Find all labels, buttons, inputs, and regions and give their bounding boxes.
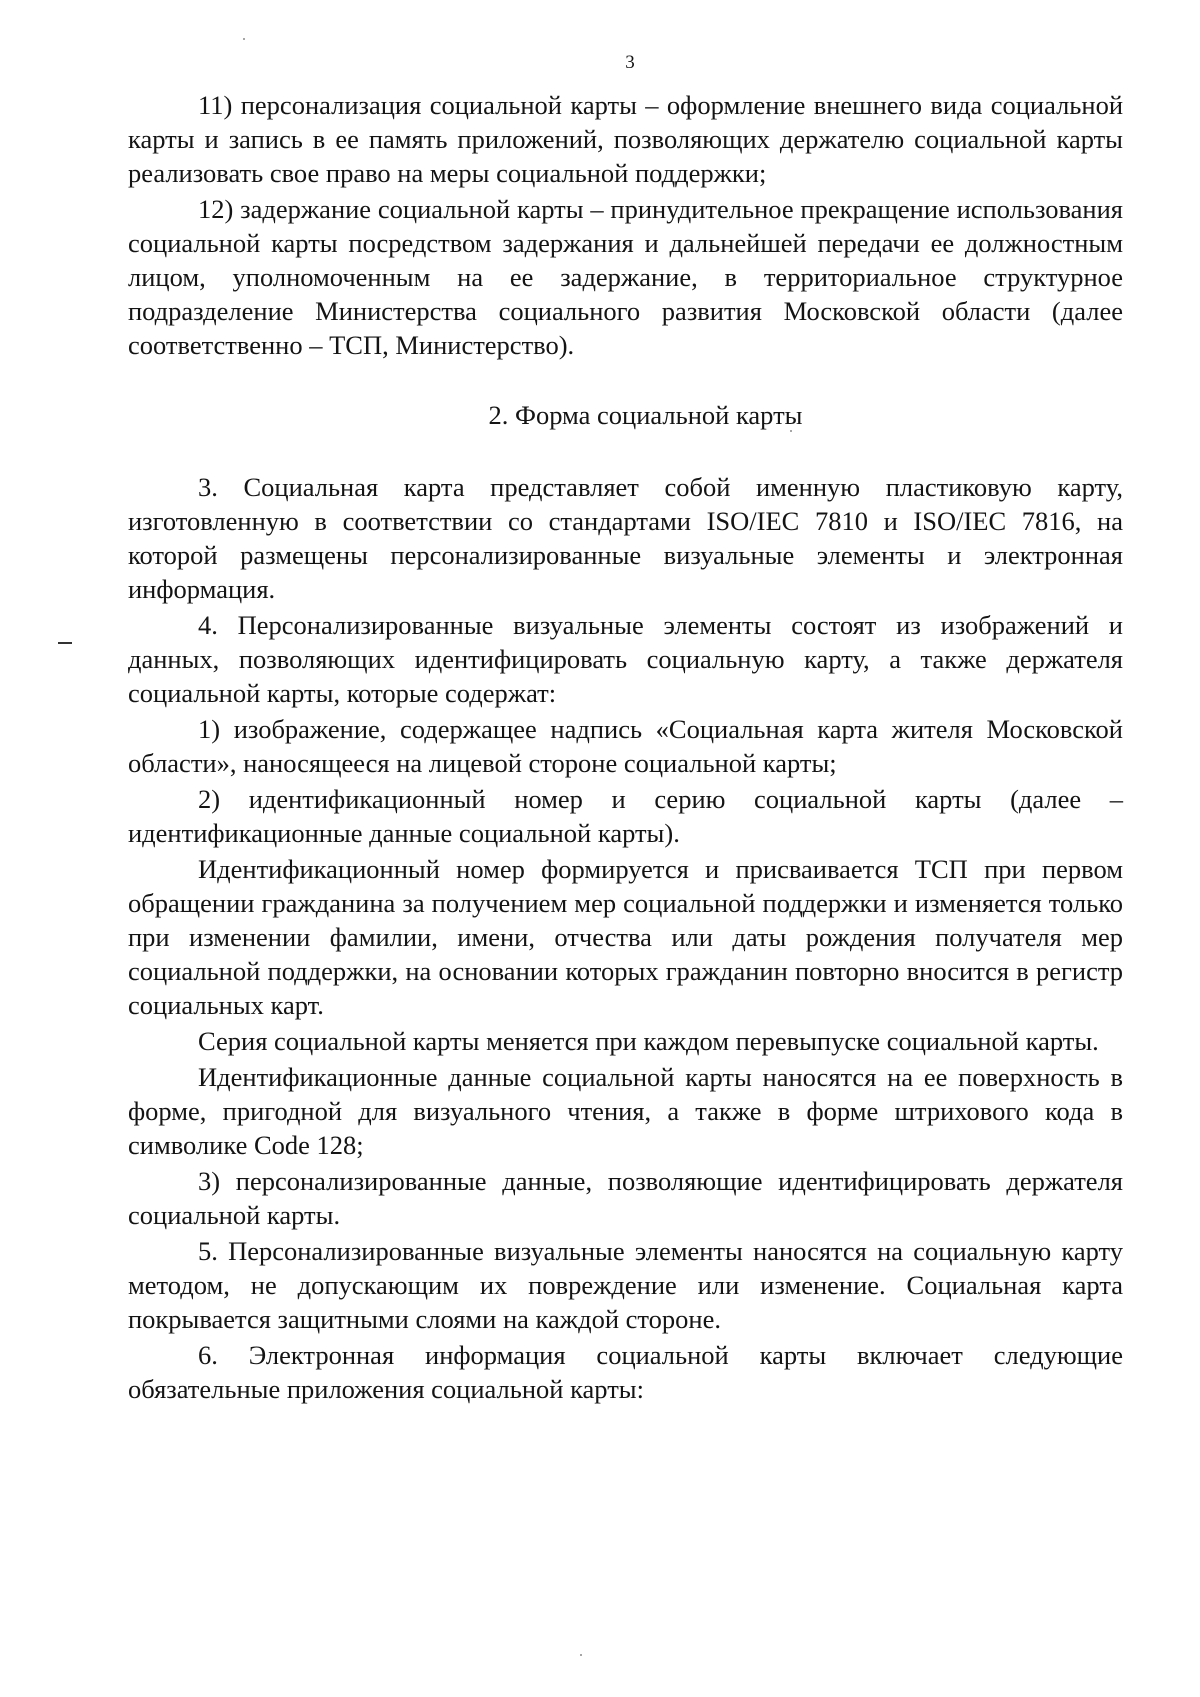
- document-body: [128, 88, 1123, 1406]
- paragraph-id-number: Идентификационный номер формируется и присваивается ТСП при первом обращении гражданина за получением мер социальной поддержки и изменяется только при изменении фамилии, имени, отчества или даты рождения получателя мер социальной поддержки, на основании которых гражданин повторно вносится в регистр социальных карт.: [128, 854, 1123, 1020]
- paragraph-definition-11: 11) персонализация социальной карты – оформление внешнего вида социальной карты и запись в ее память приложений, позволяющих держателю социальной карты реализовать свое право на меры социальной поддержки;: [128, 90, 1123, 188]
- paragraph-subitem-1: 1) изображение, содержащее надпись «Социальная карта жителя Московской области», наносящееся на лицевой стороне социальной карты;: [128, 714, 1123, 778]
- scan-speck: [580, 1654, 582, 1656]
- scan-speck: [243, 38, 245, 40]
- paragraph-series: Серия социальной карты меняется при каждом перевыпуске социальной карты.: [198, 1026, 1099, 1056]
- paragraph-subitem-3: 3) персонализированные данные, позволяющие идентифицировать держателя социальной карты.: [128, 1166, 1123, 1230]
- section-title: 2. Форма социальной карты: [488, 400, 803, 430]
- paragraph-item-6: 6. Электронная информация социальной карты включает следующие обязательные приложения социальной карты:: [128, 1340, 1123, 1404]
- paragraph-item-5: 5. Персонализированные визуальные элементы наносятся на социальную карту методом, не допускающим их повреждение или изменение. Социальная карта покрывается защитными слоями на каждой стороне.: [128, 1236, 1123, 1334]
- paragraph-id-data: Идентификационные данные социальной карты наносятся на ее поверхность в форме, пригодной для визуального чтения, а также в форме штрихового кода в символике Code 128;: [128, 1062, 1123, 1160]
- paragraph-item-3: 3. Социальная карта представляет собой именную пластиковую карту, изготовленную в соответствии со стандартами ISO/IEC 7810 и ISO/IEC 7816, на которой размещены персонализированные визуальные элементы и электронная информация.: [128, 472, 1123, 604]
- paragraph-definition-12: 12) задержание социальной карты – принудительное прекращение использования социальной карты посредством задержания и дальнейшей передачи ее должностным лицом, уполномоченным на ее задержание, в территориальное структурное подразделение Министерства социального развития Московской области (далее соответственно – ТСП, Министерство).: [128, 194, 1123, 360]
- paragraph-subitem-2: 2) идентификационный номер и серию социальной карты (далее – идентификационные данные социальной карты).: [128, 784, 1123, 848]
- margin-mark: [58, 642, 72, 644]
- paragraph-item-4: 4. Персонализированные визуальные элементы состоят из изображений и данных, позволяющих идентифицировать социальную карту, а также держателя социальной карты, которые содержат:: [128, 610, 1123, 708]
- page-number: 3: [625, 52, 635, 73]
